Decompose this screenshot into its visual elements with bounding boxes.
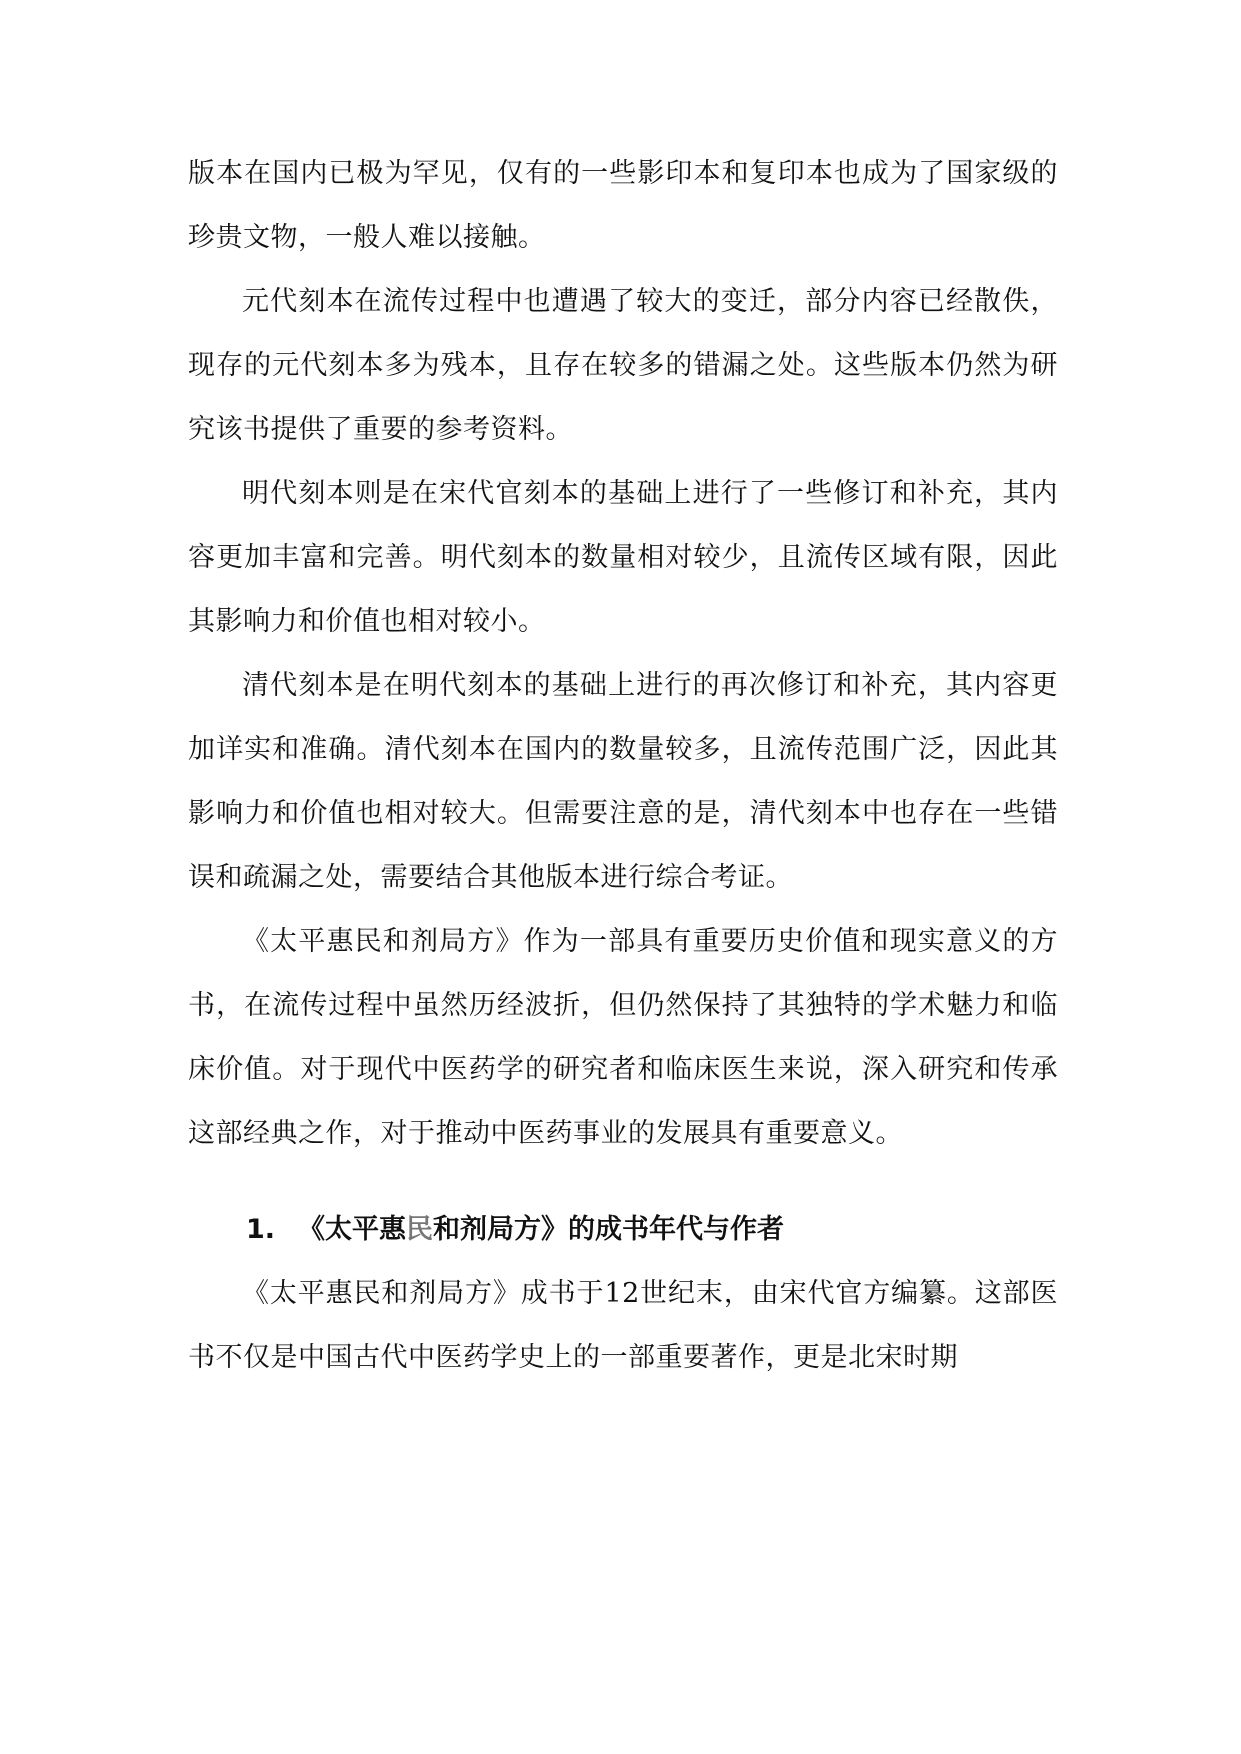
section-heading xyxy=(188,1198,1058,1262)
paragraph-compilation: 《太平惠民和剂局方》成书于12世纪末，由宋代官方编纂。这部医书不仅是中国古代中医药学史上的一部重要著作，更是北宋时期 xyxy=(188,1278,1058,1373)
paragraph-significance: 《太平惠民和剂局方》作为一部具有重要历史价值和现实意义的方书，在流传过程中虽然历经波折，但仍然保持了其独特的学术魅力和临床价值。对于现代中医药学的研究者和临床医生来说，深入研究和传承这部经典之作，对于推动中医药事业的发展具有重要意义。 xyxy=(188,926,1058,1149)
body-text xyxy=(188,142,1058,1390)
paragraph-yuan-editions: 元代刻本在流传过程中也遭遇了较大的变迁，部分内容已经散佚，现存的元代刻本多为残本，且存在较多的错漏之处。这些版本仍然为研究该书提供了重要的参考资料。 xyxy=(188,286,1058,445)
section-title-part1: 《太平惠 xyxy=(298,1214,406,1245)
section-title-highlight: 民 xyxy=(406,1214,433,1245)
paragraph-continued: 版本在国内已极为罕见，仅有的一些影印本和复印本也成为了国家级的珍贵文物，一般人难以接触。 xyxy=(188,158,1058,253)
section-number: 1. xyxy=(246,1214,276,1245)
paragraph-qing-editions: 清代刻本是在明代刻本的基础上进行的再次修订和补充，其内容更加详实和准确。清代刻本在国内的数量较多，且流传范围广泛，因此其影响力和价值也相对较大。但需要注意的是，清代刻本中也存在一些错误和疏漏之处，需要结合其他版本进行综合考证。 xyxy=(188,670,1058,893)
section-title-part2: 和剂局方》的成书年代与作者 xyxy=(433,1214,784,1245)
paragraph-ming-editions: 明代刻本则是在宋代官刻本的基础上进行了一些修订和补充，其内容更加丰富和完善。明代刻本的数量相对较少，且流传区域有限，因此其影响力和价值也相对较小。 xyxy=(188,478,1058,637)
